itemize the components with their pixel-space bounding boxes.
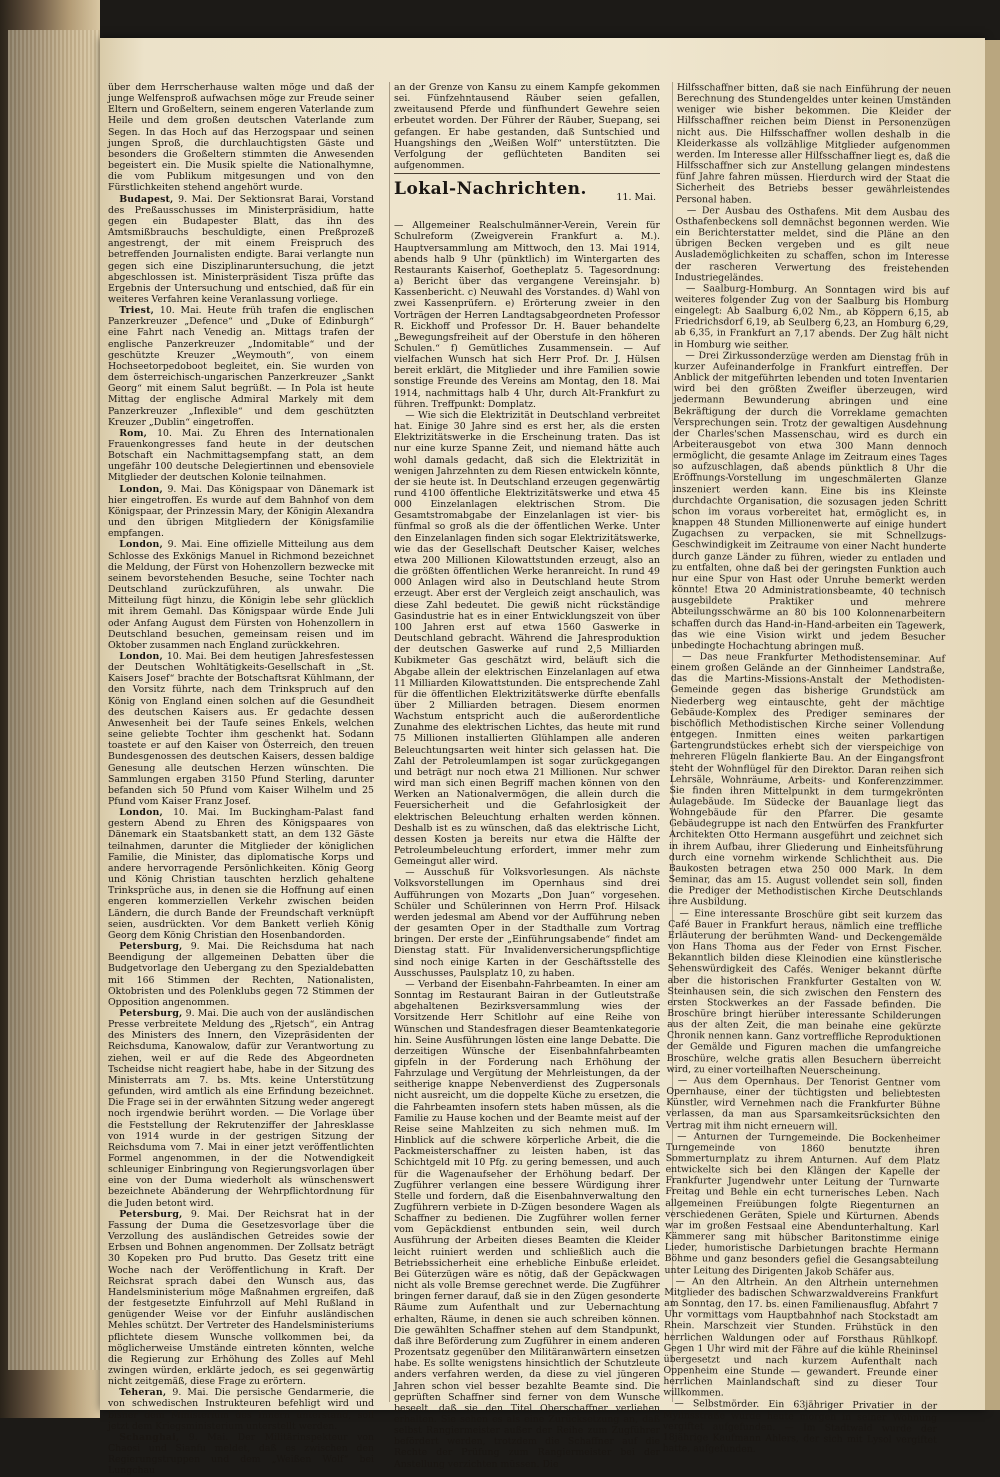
column-3	[662, 82, 951, 1455]
article-paragraph	[108, 651, 374, 807]
article-paragraph	[394, 979, 660, 1470]
column-2-body	[394, 220, 660, 1470]
article-text: 10. Mai. Im Buckingham-Palast fand gestern Abend zu Ehren des Königspaares von Dänemark ein Staatsbankett statt, an dem 132 Gäste teilnahmen, darunter die Mitglieder der königlichen Familie, die Minister, das diplomatische Korps und andere hervorragende Persönlichkeiten. König Georg und König Christian tauschten herzlich gehaltene Trinksprüche aus, in denen sie die Hoffnung auf einen engeren kommerziellen Verkehr zwischen beiden Ländern, die durch Bande der Freundschaft verknüpft seien, ausdrückten. Vor dem Bankett verlieh König Georg dem König Christian den Hosenbandorden.	[108, 807, 374, 941]
dateline: Petersburg,	[119, 941, 183, 953]
dateline: London,	[119, 483, 163, 495]
article-text: 9. Mai. Die Reichsduma hat nach Beendigung der allgemeinen Debatten über die Budgetvorlage den Uebergang zu den Spezialdebatten mit 166 Stimmen der Rechten, Nationalisten, Oktobristen und des Polenklubs gegen 72 Stimmen der Opposition angenommen.	[108, 941, 374, 1008]
article-text: 9. Mai. Der Reichsrat hat in der Fassung der Duma die Gesetzesvorlage über die Verzollung des ausländischen Getreides sowie der Erbsen und Bohnen angenommen. Der Zollsatz beträgt 30 Kopeken pro Pud brutto. Das Gesetz tritt eine Woche nach der Veröffentlichung in Kraft. Der Reichsrat sprach dabei den Wunsch aus, das Handelsministerium möge Maßnahmen ergreifen, daß der festgesetzte Einfuhrzoll auf Mehl Rußland in genügender Weise vor der Einfuhr ausländischen Mehles schützt. Der Vertreter des Handelsministeriums pflichtete diesem Wunsche vollkommen bei, da möglicherweise Umstände eintreten könnten, welche die Regierung zur Erhöhung des Zolles auf Mehl zwingen würden, erklärte jedoch, es sei gegenwärtig nicht zeitgemäß, diese Frage zu erörtern.	[108, 1208, 374, 1388]
article-paragraph	[108, 1432, 374, 1477]
article-text: 9. Mai. Die auch von der ausländischen Presse verbreitete Meldung des „Rjetsch“, ein Antrag des Ministers des Innern, den Vizepräsidenten der Reichsduma, Kanowalow, dafür zur Verantwortung zu ziehen, weil er auf die Rede des Abgeordneten Tscheidse nicht reagiert habe, habe in der Sitzung des Ministerrats am 7. bs. Mts. keine Unterstützung gefunden, wird amtlich als eine Erfindung bezeichnet. Die Frage sei in der erwähnten Sitzung weder angeregt noch irgendwie berührt worden. — Die Vorlage über die Feststellung der Rekrutenziffer der Jahresklasse von 1914 wurde in der gestrigen Sitzung der Reichsduma vom 7. Mai in einer jetzt veröffentlichten Formel angenommen, in der die Notwendigkeit schleuniger Einbringung von Regierungsvorlagen über eine von der Duma wiederholt als wünschenswert bezeichnete Abänderung der Wehrpflichtordnung für die Juden betont wird.	[108, 1007, 374, 1209]
article-paragraph	[668, 651, 945, 910]
article-text: 9. Mai. Die persische Gendarmerie, die von schwedischen Instrukteuren befehligt wird und bisher dem Ministerium des Innern unterstand, soll jetzt dem Kriegsministerium unterstellt werden.	[108, 1387, 374, 1432]
article-paragraph	[108, 539, 374, 651]
dateline: Rom,	[119, 427, 148, 439]
article-paragraph	[108, 1209, 374, 1388]
article-text: 10. Mai. Zu Ehren des Internationalen Frauenkongresses fand heute in der deutschen Botschaft ein Nachmittagsempfang statt, an dem ungefähr 100 deutsche Delegiertinnen und ebensoviele Mitglieder der deutschen Kolonie teilnahmen.	[108, 427, 374, 484]
dateline: London,	[119, 807, 163, 819]
article-paragraph	[674, 283, 949, 353]
article-paragraph	[667, 908, 943, 1078]
article-paragraph	[108, 305, 374, 428]
article-paragraph	[394, 220, 660, 410]
article-paragraph	[394, 410, 660, 867]
article-text: — Der Ausbau des Osthafens. Mit dem Ausbau des Osthafenbeckens soll demnächst begonnen werden. Wie ein Berichterstatter meldet, sind die Pläne an den übrigen Becken vergeben und es gilt neue Auslademöglichkeiten zu schaffen, schon im Interesse der rascheren Verwertung des freistehenden Industriegeländes.	[674, 204, 950, 284]
article-paragraph	[108, 1387, 374, 1432]
section-date: 11. Mai.	[616, 192, 656, 204]
article-paragraph	[108, 484, 374, 540]
article-paragraph	[675, 205, 950, 286]
article-text: 10. Mai. Heute früh trafen die englischen Panzerkreuzer „Defence“ und „Duke of Edinburgh“ eine Fahrt nach Venedig an. Mittags trafen der englische Panzerkreuzer „Indomitable“ und der geschützte Kreuzer „Weymouth“, von einem Hochseetorpedoboot begleitet, ein. Sie wurden von dem österreichisch-ungarischen Panzerkreuzer „Sankt Georg“ mit einem Salut begrüßt. — In Pola ist heute Mittag der englische Admiral Markely mit dem Panzerkreuzer „Inflexible“ und dem geschützten Kreuzer „Dublin“ eingetroffen.	[108, 305, 374, 428]
article-text: — Das neue Frankfurter Methodistenseminar. Auf einem großen Gelände an der Ginnheimer Landstraße, das die Martins-Missions-Anstalt der Methodisten-Gemeinde gegen das bisherige Grundstück am Niederberg weg eintauschte, geht der mächtige Gebäude-Komplex des Prediger seminares der bischöflich Methodistischen Kirche seiner Vollendung entgegen. Inmitten eines weiten parkartigen Gartengrundstückes erhebt sich der vierspeichige von mehreren Flügeln flankierte Bau. An der Eingangsfront steht der Wohnflügel für den Direktor. Daran reihen sich Lehrsäle, Wohnräume, Arbeits- und Konferenzzimmer. Sie finden ihren Mittelpunkt in dem turmgekrönten Aulagebäude. Im Südecke der Bauanlage liegt das Wohngebäude für den Pfarrer. Die gesamte Gebäudegruppe ist nach den Entwürfen des Frankfurter Architekten Otto Hermann ausgeführt und zeichnet sich in ihrem Aufbau, ihrer Gliederung und Einheitsführung durch eine vornehm wirkende Schlichtheit aus. Die Baukosten betragen etwa 250 000 Mark. In dem Seminar, das am 15. August vollendet sein soll, finden die Prediger der Methodistischen Kirche Deutschlands ihre Ausbildung.	[668, 651, 946, 909]
article-text: 9. Mai. Das Königspaar von Dänemark ist hier eingetroffen. Es wurde auf dem Bahnhof von dem Königspaar, der Prinzessin Mary, der Königin Alexandra und den übrigen Mitgliedern der Königsfamilie empfangen.	[108, 483, 374, 540]
section-header	[394, 179, 660, 214]
column-2	[394, 82, 660, 1470]
article-text: an der Grenze von Kansu zu einem Kampfe gekommen sei. Fünfzehntausend Räuber seien gefallen, zweitausend Pferde und fünfhundert Gewehre seien erbeutet worden. Der Führer der Räuber, Suepang, sei gefangen. Er habe gestanden, daß Suntschied und Huangshings den „Weißen Wolf“ unterstützten. Die Verfolgung der geflüchteten Banditen sei aufgenommen.	[394, 82, 660, 172]
article-text: — Anturnen der Turngemeinde. Die Bockenheimer Turngemeinde von 1860 benutzte ihren Sommerturnplatz zu ihrem Anturnen. Auf dem Platz entwickelte sich bei den Klängen der Kapelle der Frankfurter Jugendwehr unter Leitung der Turnwarte Freitag und Behle ein echt turnerisches Leben. Nach allgemeinen Freiübungen folgte Riegenturnen an verschiedenen Geräten, Spiele und Kürturnen. Abends war im großen Festsaal eine Abendunterhaltung. Karl Kämmerer sang mit hübscher Baritonstimme einige Lieder, humoristische Darbietungen brachte Hermann Böhme und ganz besonders gefiel die Gesangsabteilung unter Leitung des Dirigenten Jakob Schäfer aus.	[664, 1130, 941, 1278]
dateline: Budapest,	[119, 193, 174, 205]
article-text: — An den Altrhein. An den Altrhein unternehmen Mitglieder des badischen Schwarzwaldvereins Frankfurt am Sonntag, den 17. bs. einen Familienausflug. Abfahrt 7 Uhr vormittags vom Hauptbahnhof nach Stockstadt am Rhein. Marschzeit vier Stunden. Frühstück in den herrlichen Waldungen oder auf Forsthaus Rühlkopf. Gegen 1 Uhr wird mit der Fähre auf die kühle Rheininsel übergesetzt und nach kurzem Aufenthalt nach Oppenheim eine Stunde — gewandert. Freunde einer herrlichen Mainlandschaft sind zu dieser Tour willkommen.	[663, 1275, 939, 1399]
article-paragraph	[676, 82, 951, 208]
section-rule	[394, 173, 660, 174]
article-text: — Selbstmörder. Ein 63jähriger Privatier in der Mylinsstraße wurde heute morgen in seiner Wohnung vergiftet aufgefunden. — Im Stadtwald wurde der 18jährige Kaufmann Ahlers, der sich mit Lysol vergiftet hatte, aufgefunden.	[662, 1398, 938, 1455]
article-text: 9. Mai. Der Sektionsrat Barai, Vorstand des Preßausschusses im Ministerpräsidium, hatte gegen ein Budapester Blatt, das ihn des Amtsmißbrauchs beschuldigte, einen Preßprozeß angestrengt, der mit einem Freispruch des betreffenden Journalisten endigte. Barai verlangte nun gegen sich eine Disziplinaruntersuchung, die jetzt abgeschlossen ist. Ministerpräsident Tisza prüfte das Ergebnis der Untersuchung und entschied, daß für ein weiteres Verfahren keine Veranlassung vorliege.	[108, 193, 374, 305]
article-paragraph	[108, 1008, 374, 1209]
article-text: — Verband der Eisenbahn-Fahrbeamten. In einer am Sonntag im Restaurant Bairan in der Gutleutstraße abgehaltenen Bezirksversammlung wies der Vorsitzende Herr Schitlohr auf eine Reihe von Wünschen und Standesfragen dieser Beamtenkategorie hin. Seine Ausführungen lösten eine lange Debatte. Die derzeitigen Wünsche der Eisenbahnfahrbeamten gipfeln in der Forderung nach Erhöhung der Fahrzulage und Vergütung der Mehrleistungen, da der seitherige knappe Nebenverdienst des Zugpersonals nicht ausreicht, um die doppelte Küche zu ersetzen, die die Fahrbeamten insofern stets haben müssen, als die Familie zu Hause kochen und der Beamte meist auf der Reise seine Mahlzeiten zu sich nehmen muß. Im Hinblick auf die schwere körperliche Arbeit, die die Packmeisterschaffner zu leisten haben, ist das Schichtgeld mit 10 Pfg. zu gering bemessen, und auch für die Wagenaufseher der Erhöhung bedarf. Der Zugführer verlangen eine bessere Würdigung ihrer Stelle und fordern, daß die Eisenbahnverwaltung den Zugführern verbiete in D-Zügen besondere Wagen als Schaffner zu bedienen. Die Zugführer wollen ferner vom Gepäckdienst entbunden sein, weil durch Ausführung der Arbeiten dieses Beamten die Kleider leicht ruiniert werden und schließlich auch die Betriebssicherheit eine erhebliche Einbuße erleidet. Bei Güterzügen wäre es nötig, daß der Gepäckwagen nicht als volle Bremse gerechnet werde. Die Zugführer bringen ferner darauf, daß sie in den Zügen gesonderte Räume zum Aufenthalt und zur Uebernachtung erhalten, Räume, in denen sie auch schreiben können. Die gewählten Schaffner stehen auf dem Standpunkt, daß ihre Beförderung zum Zugführer in einem anderen Prozentsatz gegenüber den Militäranwärtern einsetzen habe. Es sollte wenigstens hinsichtlich der Schutzleute anders verfahren werden, da diese zu viel jüngeren Jahren schon viel besser bezahlte Beamte sind. Die geprüften Schaffner sind ferner von dem Wunsche beseelt, daß sie den Titel Oberschaffner verliehen erhalten. Sie sehen es als eine Zurücksetzung an, daß selbst Rangiermeister außer der Reihe zum Zugführer befördert werden, trotzdem die Schaffner auf die Rechte der Prüfung zum Rangiermeister bei der Anstellung verzichten müssen. Die	[394, 978, 660, 1470]
article-paragraph	[663, 1276, 938, 1402]
article-text: — Wie sich die Elektrizität in Deutschland verbreitet hat. Einige 30 Jahre sind es erst her, als die ersten Elektrizitätswerke in die Erscheinung traten. Das ist nur eine kurze Spanne Zeit, und niemand hätte auch wohl damals gedacht, daß sich die Elektrizität in wenigen Jahrzehnten zu dem Riesen entwickeln könnte, der sie heute ist. In Deutschland erzeugen gegenwärtig rund 4100 öffentliche Elektrizitätswerke und etwa 45 000 Einzelanlagen elektrischen Strom. Die Gesamtstromabgabe der Einzelanlagen ist vier- bis fünfmal so groß als die der öffentlichen Werke. Unter den Einzelanlagen finden sich sogar Elektrizitätswerke, wie das der Gesellschaft Deutscher Kaiser, welches etwa 200 Millionen Kilowattstunden erzeugt, also an die größten öffentlichen Werke heranreicht. In rund 49 000 Anlagen wird also in Deutschland heute Strom erzeugt. Aber erst der Vergleich zeigt anschaulich, was diese Zahl bedeutet. Die gewiß nicht rückständige Gasindustrie hat es in einer Entwicklungszeit von über 100 Jahren erst auf etwa 1560 Gaswerke in Deutschland gebracht. Während die Jahresproduktion der deutschen Gaswerke auf rund 2,5 Milliarden Kubikmeter Gas geschätzt wird, beläuft sich die Abgabe allein der elektrischen Einzelanlagen auf etwa 11 Milliarden Kilowattstunden. Die entsprechende Zahl für die öffentlichen Elektrizitätswerke dürfte ebenfalls über 2 Milliarden betragen. Diesem enormen Wachstum entspricht auch die außerordentliche Zunahme des elektrischen Lichtes, das heute mit rund 75 Millionen installierten Glühlampen alle anderen Beleuchtungsarten weit hinter sich gelassen hat. Die Zahl der Petroleumlampen ist sogar zurückgegangen und beträgt nur noch etwa 21 Millionen. Nur schwer wird man sich einen Begriff machen können von den Werken an Nationalvermögen, die allein durch die Feuersicherheit und die Gefahrlosigkeit der elektrischen Beleuchtung erhalten werden können. Deshalb ist es zu wünschen, daß das elektrische Licht, dessen Kosten ja bereits nur etwa die Hälfte der Petroleumbeleuchtung erfordert, immer mehr zum Gemeingut aller wird.	[394, 409, 660, 868]
column-divider	[389, 82, 390, 1402]
article-text: — Aus dem Opernhaus. Der Tenorist Gentner vom Opernhause, einer der tüchtigsten und beliebtesten Künstler, wird Vernehmen nach die Frankfurter Bühne verlassen, da man aus Sparsamkeitsrücksichten den Vertrag mit ihm nicht erneuern will.	[666, 1074, 941, 1133]
article-paragraph	[663, 1398, 938, 1457]
column-2-top	[394, 82, 660, 171]
section-title: Lokal-Nachrichten.	[394, 179, 587, 200]
article-text: 9. Mai. Der Militärinspekteur von Chaosi und Sianfu meldet, daß es zwischen den Regierungstruppen und dem „Weißen Wolf“ bei Lungchau	[108, 1431, 374, 1477]
article-paragraph	[666, 1075, 941, 1134]
article-text: — Saalburg-Homburg. An Sonntagen wird bis auf weiteres folgender Zug von der Saalburg bis Homburg eingelegt: Ab Saalburg 6,02 Nm., ab Köppern 6,15, ab Friedrichsdorf 6,19, ab Seulberg 6,23, an Homburg 6,29, ab 6,35, in Frankfurt an 7,17 abends. Der Zug hält nicht in Homburg wie seither.	[674, 282, 949, 351]
article-text: — Allgemeiner Realschulmänner-Verein, Verein für Schulreform (Zweigverein Frankfurt a. M.). Hauptversammlung am Mittwoch, den 13. Mai 1914, abends halb 9 Uhr (pünktlich) im Wintergarten des Restaurants Kaiserhof, Goetheplatz 5. Tagesordnung: a) Bericht über das vergangene Vereinsjahr. b) Kassenbericht. c) Neuwahl des Vorstandes. d) Wahl von zwei Kassenprüfern. e) Erörterung zweier in den Vorträgen der Herren Landtagsabgeordneten Professor R. Eickhoff und Professor Dr. H. Bauer behandelte „Bewegungsfreiheit auf der Oberstufe in den höheren Schulen.“ f) Gemütliches Zusammensein. — Auf vielfachen Wunsch hat sich Herr Prof. Dr. J. Hülsen bereit erklärt, die Mitglieder und ihre Familien sowie sonstige Freunde des Vereins am Montag, den 18. Mai 1914, nachmittags halb 4 Uhr, durch Alt-Frankfurt zu führen. Treffpunkt: Domplatz.	[394, 220, 660, 410]
dateline: London,	[119, 539, 163, 551]
article-paragraph	[108, 807, 374, 941]
dateline: London,	[119, 650, 163, 662]
dateline: Petersburg,	[119, 1208, 183, 1220]
article-paragraph	[108, 428, 374, 484]
dateline: Teheran,	[119, 1387, 167, 1399]
article-paragraph	[108, 941, 374, 1008]
article-text: 10. Mai. Bei dem heutigen Jahresfestessen der Deutschen Wohltätigkeits-Gesellschaft in „St. Kaisers Josef“ brachte der Botschaftsrat Kühlmann, der den Vorsitz führte, nach dem Trinkspruch auf den König von England einen solchen auf die Gesundheit des deutschen Kaisers aus. Er gedachte dessen Anwesenheit bei der Taufe seines Enkels, welchen seine geliebte Tochter ihm geschenkt hat. Sodann toastete er auf den Kaiser von Österreich, den treuen Bundesgenossen des deutschen Kaisers, dessen baldige Genesung alle deutschen Herzen wünschten. Die Sammlungen ergaben 3150 Pfund Sterling, darunter befanden sich 50 Pfund vom Kaiser Wilhelm und 25 Pfund vom Kaiser Franz Josef.	[108, 650, 374, 807]
article-text: — Eine interessante Broschüre gibt seit kurzem das Café Bauer in Frankfurt heraus, nämlich eine treffliche Erläuterung der berühmten Wand- und Deckengemälde von Hans Thoma aus der Feder von Ernst Fischer. Bekanntlich bilden diese Kleinodien eine künstlerische Sehenswürdigkeit des Cafés. Weniger bekannt dürfte aber die historischen Frankfurter Gestalten von W. Steinhausen sein, die sich zwischen den Fenstern des ersten Stockwerkes an der Fassade befinden. Die Broschüre bringt hierüber interessante Schilderungen aus der alten Zeit, die man beinahe eine gekürzte Chronik nennen kann. Ganz vortreffliche Reproduktionen der Gemälde und Figuren machen die umfangreiche Broschüre, welche gratis allen Besuchern überreicht wird, zu einer vorteilhaften Neuerscheinung.	[666, 907, 943, 1077]
dateline: Petersburg,	[119, 1007, 183, 1019]
article-paragraph	[108, 194, 374, 306]
article-text: — Drei Zirkussonderzüge werden am Dienstag früh in kurzer Aufeinanderfolge in Frankfurt eintreffen. Der Anblick der mitgeführten lebenden und toten Inventarien wird bei den größten Zweifler überzeugen, wird jedermann Bewunderung abringen und eine Bekräftigung der durch die Vorreklame gemachten Versprechungen sein. Trotz der gewaltigen Ausdehnung der Charles'schen Massenschau, wird es durch ein Arbeiterausgebot von etwa 300 Mann dennoch ermöglicht, die gesamte Anlage im Zeitraum eines Tages so aufzuschlagen, daß abends pünktlich 8 Uhr die Eröffnungs-Vorstellung im ungeschmälerten Glanze inszeniert werden kann. Eine bis ins Kleinste durchdachte Organisation, die sozusagen jeden Schritt schon im voraus vorbereitet hat, ermöglicht es, in knappen 48 Stunden Millionenwerte auf einige hundert Zugachsen zu verpacken, sie mit Schnellzugs-Geschwindigkeit im Zeitraume von einer Nacht hunderte durch ganze Länder zu führen, wieder zu entladen und zu entfalten, ohne daß bei der geringsten Funktion auch nur eine Spur von Hast oder Unruhe bemerkt werden könnte! Etwa 20 Administrationsbeamte, 40 technisch ausgebildete Praktiker und mehrere Abteilungsschwärme an 80 bis 100 Kolonnenarbeitern schaffen durch das Hand-in-Hand-arbeiten ein Tagewerk, das wie eine Vision wirkt und jedem Besucher unbedingte Hochachtung abringen muß.	[671, 349, 949, 653]
page-edges	[8, 30, 100, 1370]
column-1	[108, 82, 374, 1477]
article-text: 9. Mai. Eine offizielle Mitteilung aus dem Schlosse des Exkönigs Manuel in Richmond bezeichnet die Meldung, der Fürst von Hohenzollern bezwecke mit seinem bevorstehenden Besuche, seine Tochter nach Deutschland zurückzuführen, als unwahr. Die Mitteilung fügt hinzu, die Königin lebe sehr glücklich mit ihrem Gemahl. Das Königspaar würde Ende Juli oder Anfang August dem Fürsten von Hohenzollern in Deutschland besuchen, gemeinsam reisen und im Oktober zusammen nach England zurückkehren.	[108, 539, 374, 651]
article-paragraph	[671, 350, 948, 654]
article-text: über dem Herrscherhause walten möge und daß der junge Welfensproß aufwachsen möge zur Freude seiner Eltern und Großeltern, seinem engeren Vaterlande zum Heile und dem großen deutschen Vaterlande zum Segen. In das Hoch auf das Herzogspaar und seinen jungen Sproß, die durchlauchtigsten Gäste und besonders die Großeltern stimmten die Anwesenden begeistert ein. Die Musik spielte die Nationalhymne, die vom Publikum mitgesungen und von den Fürstlichkeiten stehend angehört wurde.	[108, 82, 374, 194]
next-page-edge	[985, 40, 1000, 1410]
article-text: — Ausschuß für Volksvorlesungen. Als nächste Volksvorstellungen im Opernhaus sind drei Aufführungen von Mozarts „Don Juan“ vorgesehen. Schüler und Schülerinnen von Herrn Prof. Hilsack werden jedesmal am Abend vor der Aufführung neben der gesamten Oper in der Stadthalle zum Vortrag bringen. Der erste der „Einführungsabende“ findet am Dienstag statt. Für Invalidenversicherungspflichtige sind noch einige Karten in der Geschäftsstelle des Ausschusses, Paulsplatz 10, zu haben.	[394, 867, 660, 979]
dateline: Triest,	[119, 305, 155, 317]
article-text: Hilfsschaffner bitten, daß sie nach Einführung der neuen Berechnung des Stundengeldes unter keinen Umständen weniger wie bisher bekommen. Die Kleider der Hilfsschaffner reichen beim Dienst in Personenzügen nicht aus. Die Hilfsschaffner wollen deshalb in die Kleiderkasse als vollzählige Mitglieder aufgenommen werden. Im Interesse aller Hilfsschaffner liegt es, daß die Hilfsschaffner sich zur Anstellung gelangen mindestens fünf Jahre fahren müssen. Hierdurch wird der Staat die Sicherheit des Betriebs besser gewährleistendes Personal haben.	[675, 82, 951, 206]
article-paragraph	[394, 82, 660, 171]
article-paragraph	[664, 1131, 940, 1279]
dateline: Schanghai,	[119, 1431, 180, 1443]
article-paragraph	[108, 82, 374, 194]
article-paragraph	[394, 867, 660, 979]
